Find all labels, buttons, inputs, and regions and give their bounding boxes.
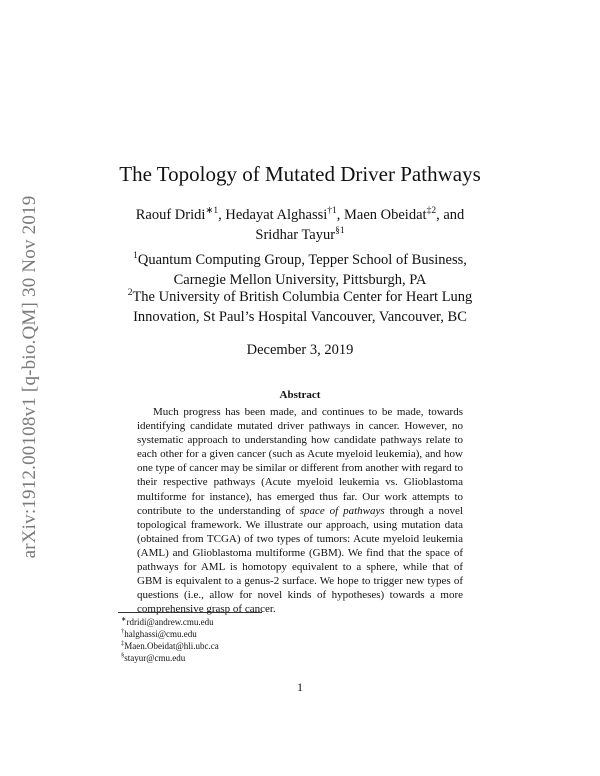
footnote-divider xyxy=(118,612,262,613)
author-mark: †1 xyxy=(327,206,337,217)
footnote-mark: § xyxy=(121,652,125,659)
affiliation-mark: 1 xyxy=(133,251,138,262)
author-separator: , xyxy=(218,207,226,223)
affiliation-line: Quantum Computing Group, Tepper School of Business, xyxy=(137,252,467,268)
footnote-item xyxy=(121,652,219,664)
affiliation-line: The University of British Columbia Center for Heart Lung xyxy=(132,289,473,305)
abstract-heading: Abstract xyxy=(279,389,321,401)
arxiv-identifier: arXiv:1912.00108v1 [q-bio.QM] 30 Nov 2019 xyxy=(19,195,40,559)
affiliation-1 xyxy=(0,250,600,290)
paper-title: The Topology of Mutated Driver Pathways xyxy=(119,162,481,186)
author-separator: , and xyxy=(436,207,465,223)
author-name: Sridhar Tayur xyxy=(255,227,336,243)
author-list xyxy=(0,205,600,245)
author-name: Raouf Dridi xyxy=(135,207,206,223)
footnote-email: Maen.Obeidat@hli.ubc.ca xyxy=(124,641,219,651)
footnote-item xyxy=(121,640,219,652)
abstract-text xyxy=(137,405,463,616)
affiliation-2 xyxy=(0,287,600,327)
author-line-1 xyxy=(0,205,600,225)
abstract-text-part: Much progress has been made, and continues to be made, towards identifying candidate mutated driver pathways in cancer. However, no systematic approach to understanding how candidate pathways relate to each other for a given cancer (such as Acute myeloid leukemia), and how one type of cancer may be similar or different from another with regard to their respective pathways (Acute myeloid leukemia vs. Glioblastoma multiforme for instance), has emerged thus far. Our work attempts to contribute to the understanding of xyxy=(137,406,463,517)
footnote-email: stayur@cmu.edu xyxy=(124,653,186,663)
page-number: 1 xyxy=(297,680,303,694)
author-name: Hedayat Alghassi xyxy=(225,207,328,223)
abstract-text-part: through a novel topological framework. We illustrate our approach, using mutation data (obtained from TCGA) of two types of tumors: Acute myeloid leukemia (AML) and Glioblastoma multiforme (GBM). We find that the space of pathways for AML is homotopy equivalent to a sphere, while that of GBM is equivalent to a genus-2 surface. We hope to trigger new types of questions (i.e., allow for novel kinds of hypotheses) towards a more comprehensive grasp of cancer. xyxy=(137,504,463,616)
author-mark: §1 xyxy=(335,226,345,237)
affiliation-mark: 2 xyxy=(127,288,133,299)
footnote-mark: † xyxy=(121,628,125,635)
footnote-item xyxy=(121,628,219,640)
author-line-2 xyxy=(0,225,600,245)
author-separator: , xyxy=(336,207,345,223)
author-mark: ∗1 xyxy=(205,206,219,217)
footnote-mark: ‡ xyxy=(121,640,125,647)
author-mark: ‡2 xyxy=(426,206,437,217)
footnote-email: rdridi@andrew.cmu.edu xyxy=(126,617,214,627)
footnotes xyxy=(121,616,219,664)
paper-date: December 3, 2019 xyxy=(246,342,354,358)
footnote-email: halghassi@cmu.edu xyxy=(124,629,197,639)
footnote-item xyxy=(121,616,219,628)
footnote-mark: ∗ xyxy=(121,616,127,623)
affiliation-line: Carnegie Mellon University, Pittsburgh, PA xyxy=(173,272,427,288)
affiliation-line: Innovation, St Paul’s Hospital Vancouver, Vancouver, BC xyxy=(133,309,467,325)
author-name: Maen Obeidat xyxy=(344,207,427,223)
abstract-emphasis: space of pathways xyxy=(299,504,385,517)
